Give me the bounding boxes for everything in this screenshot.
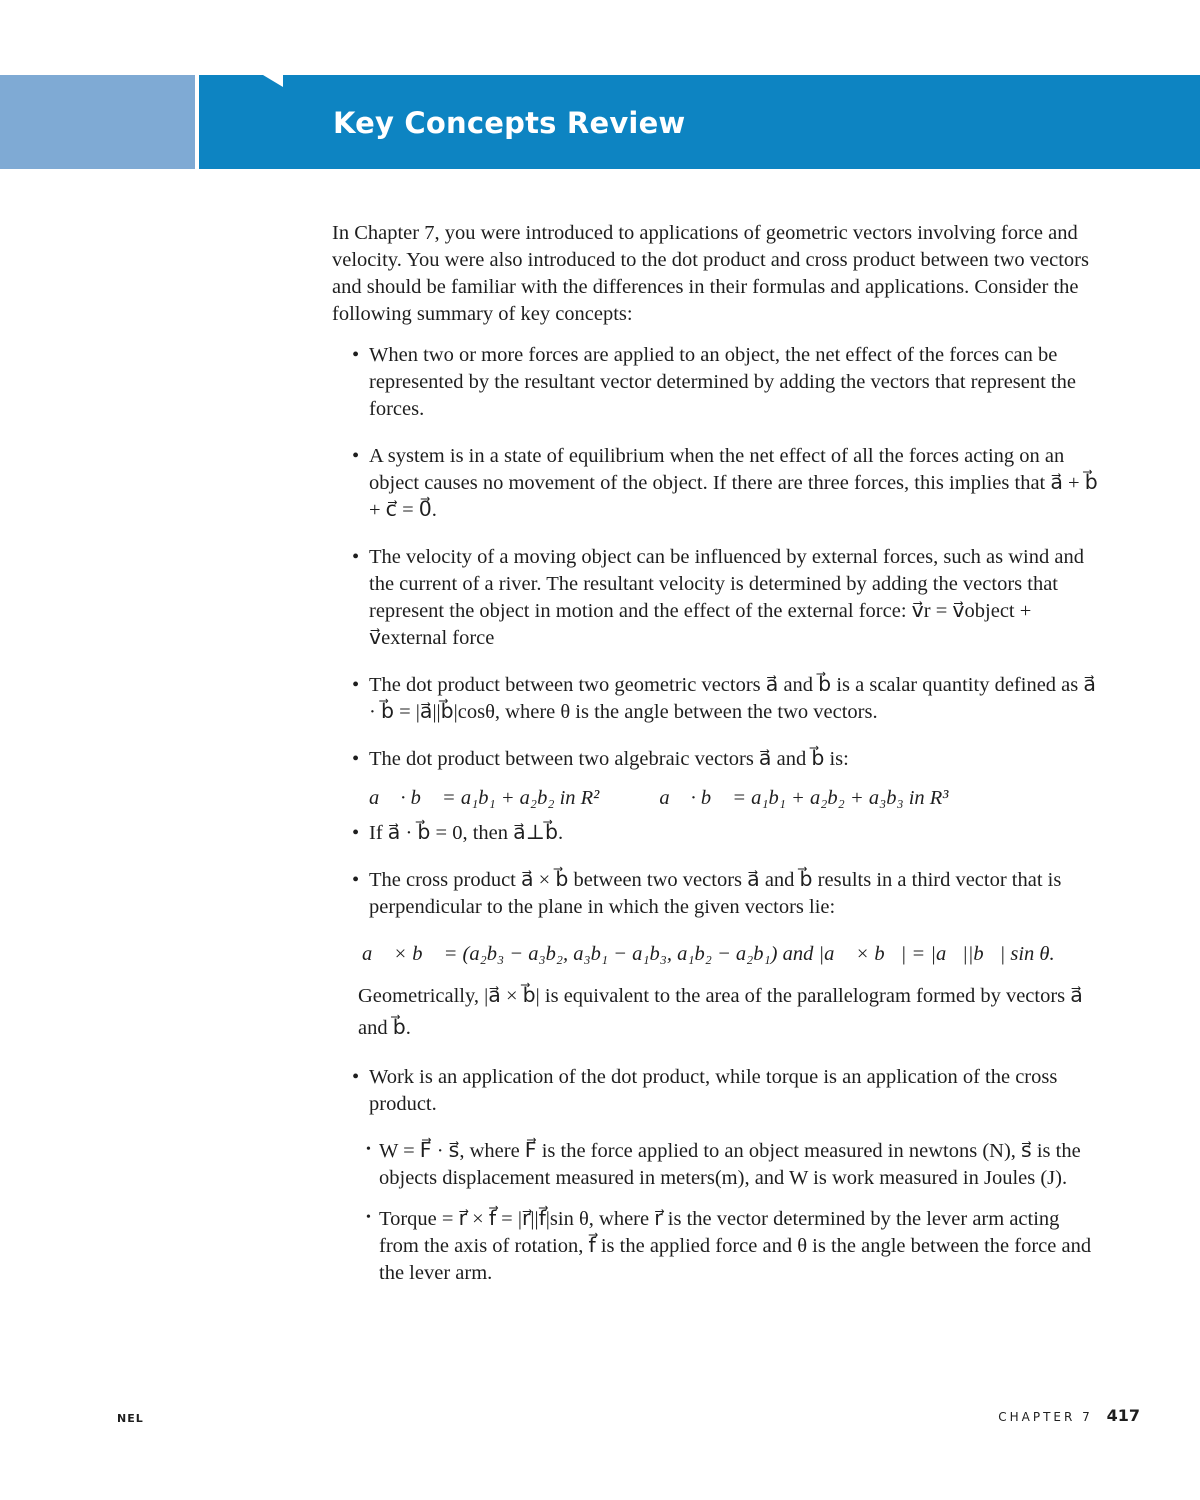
- dot-formula-r2: a⃗ · b⃗ = a₁b₁ + a₂b₂ in R²: [369, 787, 600, 809]
- chapter-label: CHAPTER 7: [998, 1410, 1093, 1424]
- bullet-text: The velocity of a moving object can be influenced by external forces, such as wind and the current of a river. The resultant velocity is determined by adding the vectors that represent the object in motion and the effect of the external force: v⃗r = v⃗object + v⃗external force: [369, 546, 1084, 649]
- sub-bullet-item: [332, 1138, 1102, 1192]
- bullet-item: [332, 1064, 1102, 1118]
- bullet-text: Work is an application of the dot product, while torque is an application of the cross product.: [369, 1066, 1058, 1115]
- header-accent-block: [0, 75, 195, 169]
- bullet-text: If a⃗ · b⃗ = 0, then a⃗⊥b⃗.: [369, 822, 564, 844]
- bullet-marker: •: [352, 869, 360, 891]
- bullet-marker: •: [352, 822, 360, 844]
- bullet-item: [332, 342, 1102, 423]
- bullet-item: [332, 672, 1102, 726]
- cross-product-formula: a⃗ × b⃗ = (a₂b₃ − a₃b₂, a₃b₁ − a₁b₃, a₁b₂ − a₂b₁) and |a⃗ × b⃗| = |a⃗||b⃗| sin θ.: [362, 943, 1055, 965]
- bullet-item: [332, 867, 1102, 921]
- bullet-marker: •: [352, 344, 360, 366]
- bullet-item: [332, 820, 1102, 847]
- bullet-item: [332, 544, 1102, 652]
- bullet-marker: •: [352, 445, 360, 467]
- bullet-marker: •: [352, 674, 360, 696]
- sub-bullet-text: Torque = r⃗ × f⃗ = |r⃗||f⃗|sin θ, where r⃗ is the vector determined by the lever arm acting from the axis of rotation, f⃗ is the applied force and θ is the angle between the force and the lever arm.: [379, 1208, 1092, 1284]
- publisher-mark: NEL: [117, 1412, 144, 1425]
- bullet-text: The dot product between two algebraic vectors a⃗ and b⃗ is:: [369, 748, 849, 770]
- bullet-marker: •: [352, 546, 360, 568]
- bullet-marker: •: [352, 748, 360, 770]
- bullet-text: A system is in a state of equilibrium when the net effect of all the forces acting on an object causes no movement of the object. If there are three forces, this implies that a⃗ + b⃗ + c⃗ = 0⃗.: [369, 445, 1098, 521]
- page-number: 417: [1106, 1406, 1140, 1425]
- page-footer: [998, 1406, 1140, 1425]
- sub-bullet-marker: •: [366, 1142, 371, 1157]
- page-title: Key Concepts Review: [333, 106, 686, 140]
- dot-product-formulas: [332, 785, 1102, 812]
- bullet-text: The dot product between two geometric vectors a⃗ and b⃗ is a scalar quantity defined as a⃗ · b⃗ = |a⃗||b⃗|cosθ, where θ is the angle between the two vectors.: [369, 674, 1096, 723]
- dot-formula-r3: a⃗ · b⃗ = a₁b₁ + a₂b₂ + a₃b₃ in R³: [659, 787, 949, 809]
- intro-paragraph: In Chapter 7, you were introduced to applications of geometric vectors involving force and velocity. You were also introduced to the dot product and cross product between two vectors and should be familiar with the differences in their formulas and applications. Consider the following summary of key concepts:: [332, 222, 1089, 325]
- bullet-text: When two or more forces are applied to an object, the net effect of the forces can be represented by the resultant vector determined by adding the vectors that represent the forces.: [369, 344, 1076, 420]
- bullet-marker: •: [352, 1066, 360, 1088]
- sub-bullet-marker: •: [366, 1210, 371, 1225]
- geometric-note: Geometrically, |a⃗ × b⃗| is equivalent to the area of the parallelogram formed by vectors a⃗ and b⃗.: [358, 985, 1083, 1039]
- bullet-text: The cross product a⃗ × b⃗ between two vectors a⃗ and b⃗ results in a third vector that is perpendicular to the plane in which the given vectors lie:: [369, 869, 1062, 918]
- bullet-item: [332, 443, 1102, 524]
- page-content: [332, 220, 1102, 1301]
- sub-bullet-text: W = F⃗ · s⃗, where F⃗ is the force applied to an object measured in newtons (N), s⃗ is the objects displacement measured in meters(m), and W is work measured in Joules (J).: [379, 1140, 1081, 1189]
- bullet-item: [332, 746, 1102, 773]
- sub-bullet-item: [332, 1206, 1102, 1287]
